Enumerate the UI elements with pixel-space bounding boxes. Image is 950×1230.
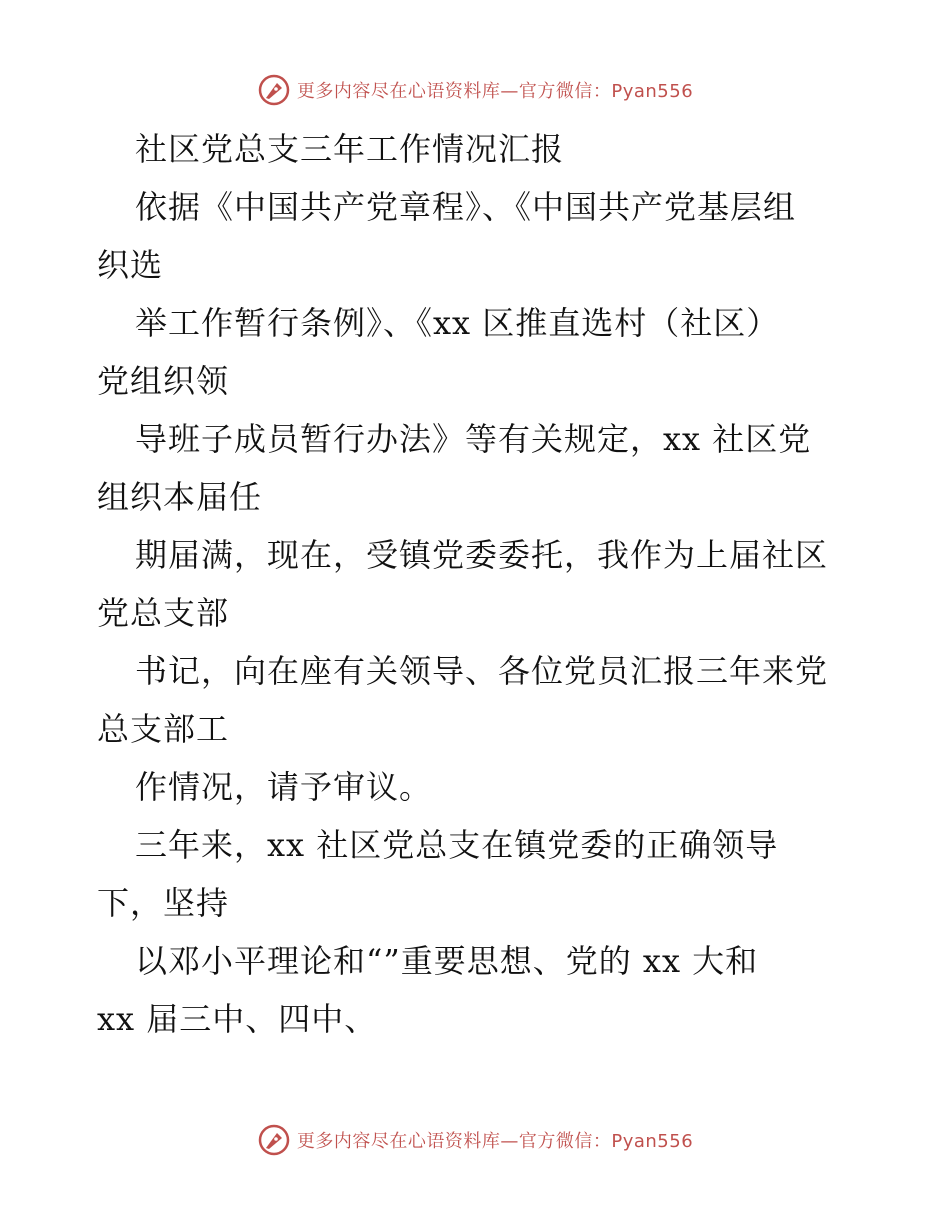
header-watermark bbox=[0, 70, 950, 110]
document-line: 依据《中国共产党章程》、《中国共产党基层组 bbox=[135, 188, 797, 226]
pen-nib-logo-icon bbox=[257, 1123, 291, 1157]
document-line: xx 届三中、四中、 bbox=[97, 1000, 378, 1038]
document-line: 导班子成员暂行办法》等有关规定，xx 社区党 bbox=[135, 420, 812, 458]
document-line: 举工作暂行条例》、《xx 区推直选村（社区） bbox=[135, 304, 780, 342]
document-line: 党组织领 bbox=[97, 362, 230, 400]
header-watermark-text: 更多内容尽在心语资料库—官方微信：Pyan556 bbox=[296, 81, 694, 102]
document-line: 社区党总支三年工作情况汇报 bbox=[135, 130, 565, 168]
pen-nib-logo-icon bbox=[257, 73, 291, 107]
document-line: 三年来，xx 社区党总支在镇党委的正确领导 bbox=[135, 826, 779, 864]
footer-watermark-text: 更多内容尽在心语资料库—官方微信：Pyan556 bbox=[296, 1131, 694, 1152]
document-line: 作情况，请予审议。 bbox=[135, 768, 433, 806]
document-line: 织选 bbox=[97, 246, 164, 284]
document-line: 期届满，现在，受镇党委委托，我作为上届社区 bbox=[135, 536, 829, 574]
document-line: 党总支部 bbox=[97, 594, 230, 632]
document-body bbox=[97, 120, 857, 1048]
document-line: 书记，向在座有关领导、各位党员汇报三年来党 bbox=[135, 652, 829, 690]
document-line: 组织本届任 bbox=[97, 478, 263, 516]
footer-watermark bbox=[0, 1120, 950, 1160]
document-line: 总支部工 bbox=[97, 710, 230, 748]
document-line: 以邓小平理论和“”重要思想、党的 xx 大和 bbox=[135, 942, 759, 980]
document-line: 下，坚持 bbox=[97, 884, 230, 922]
